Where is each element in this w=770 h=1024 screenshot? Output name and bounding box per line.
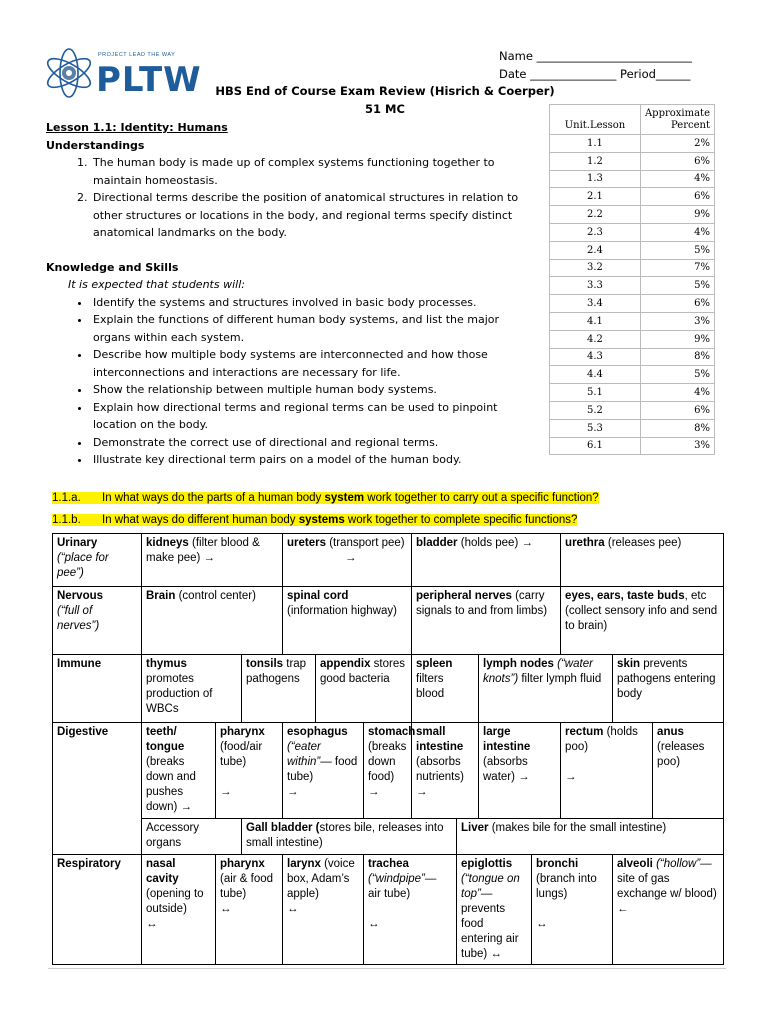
ks-item: • Explain the functions of different human body systems, and list the major organs within each system. [91,311,536,346]
percent-row [550,188,715,206]
col-approx-line1: Approximate [644,108,710,119]
question-text-bold: systems [298,514,345,526]
lesson-section [46,119,536,469]
unit-lesson-cell: 2.2 [550,206,641,224]
question-1-1-b [52,513,577,528]
document-subtitle: 51 MC [365,102,405,116]
organ-teeth-tongue: teeth/ tongue (breaks down and pushes down) → [142,723,216,819]
unit-lesson-cell: 2.1 [550,188,641,206]
percent-row [550,366,715,384]
unit-lesson-cell: 3.2 [550,259,641,277]
percent-row [550,206,715,224]
system-urinary: Urinary (“place for pee”) [53,534,142,587]
question-text-post: work together to complete specific functions? [344,514,578,526]
percent-table-body [550,135,715,455]
col-approx-line2: Percent [671,120,710,131]
percent-row [550,312,715,330]
organ-rectum: rectum (holds poo) → [561,723,653,819]
unit-lesson-cell: 3.4 [550,295,641,313]
organ-pharynx-resp: pharynx (air & food tube) ↔ [216,855,283,965]
body-systems-table [52,533,724,965]
organ-trachea: trachea (“windpipe”— air tube) ↔ [364,855,457,965]
organ-pharynx: pharynx (food/air tube) → [216,723,283,819]
percent-row [550,259,715,277]
percent-row [550,437,715,455]
system-nervous: Nervous (“full of nerves”) [53,587,142,655]
ks-item: • Explain how directional terms and regional terms can be used to pinpoint location on the body. [91,399,536,434]
ks-item: • Identify the systems and structures involved in basic body processes. [91,294,536,312]
system-digestive: Digestive [53,723,142,855]
ks-item: • Demonstrate the correct use of directional and regional terms. [91,434,536,452]
ks-item: • Illustrate key directional term pairs on a model of the human body. [91,451,536,469]
percent-cell: 3% [640,312,714,330]
percent-cell: 8% [640,419,714,437]
logo-brand: PLTW [96,60,202,100]
question-text-bold: system [324,492,365,504]
understandings-list [46,154,536,242]
date-period-label: Date _______________ Period______ [499,67,691,81]
unit-lesson-cell: 4.4 [550,366,641,384]
organ-urethra: urethra (releases pee) [561,534,724,587]
percent-table [549,104,715,455]
organ-thymus: thymus promotes production of WBCs [142,655,242,723]
accessory-organs-label: Accessory organs [142,819,242,855]
organ-larynx: larynx (voice box, Adam’s apple) ↔ [283,855,364,965]
percent-row [550,401,715,419]
organ-kidneys: kidneys (filter blood & make pee) → [142,534,283,587]
organ-nasal-cavity: nasal cavity (opening to outside) ↔ [142,855,216,965]
page-cutoff-line [48,968,726,973]
organ-esophagus: esophagus (“eater within”— food tube) → [283,723,364,819]
percent-row [550,277,715,295]
question-text-post: work together to carry out a specific function? [364,492,599,504]
ks-intro: It is expected that students will: [68,278,245,291]
unit-lesson-cell: 1.2 [550,152,641,170]
percent-cell: 5% [640,366,714,384]
percent-cell: 6% [640,295,714,313]
organ-bronchi: bronchi (branch into lungs) ↔ [532,855,613,965]
ks-list [46,294,536,469]
organ-stomach: stomach (breaks down food) → [364,723,412,819]
percent-row [550,330,715,348]
unit-lesson-cell: 6.1 [550,437,641,455]
row-accessory-organs [53,819,724,855]
percent-cell: 5% [640,241,714,259]
percent-cell: 7% [640,259,714,277]
organ-gall-bladder: Gall bladder (stores bile, releases into small intestine) [242,819,457,855]
percent-cell: 9% [640,330,714,348]
percent-row [550,295,715,313]
percent-cell: 2% [640,135,714,153]
unit-lesson-cell: 5.1 [550,384,641,402]
question-text-pre: In what ways do the parts of a human body [102,492,325,504]
percent-row [550,223,715,241]
unit-lesson-cell: 1.1 [550,135,641,153]
percent-row [550,152,715,170]
unit-lesson-cell: 4.1 [550,312,641,330]
percent-cell: 6% [640,152,714,170]
organ-liver: Liver (makes bile for the small intestine) [457,819,724,855]
unit-lesson-cell: 2.3 [550,223,641,241]
percent-cell: 6% [640,188,714,206]
organ-skin: skin prevents pathogens entering body [613,655,724,723]
row-nervous [53,587,724,655]
row-urinary [53,534,724,587]
unit-lesson-cell: 1.3 [550,170,641,188]
percent-row [550,348,715,366]
percent-row [550,241,715,259]
col-approx-percent [640,105,714,135]
percent-cell: 9% [640,206,714,224]
organ-spleen: spleen filters blood [412,655,479,723]
name-field-label: Name ___________________________ [499,49,692,63]
col-unit-lesson: Unit.Lesson [550,105,641,135]
ks-heading: Knowledge and Skills [46,260,179,274]
pltw-logo [42,42,202,104]
organ-anus: anus (releases poo) [653,723,724,819]
ks-item: • Describe how multiple body systems are interconnected and how those interconnections and interactions are necessary for life. [91,346,536,381]
organ-alveoli: alveoli (“hollow”— site of gas exchange w/ blood) ← [613,855,724,965]
organ-epiglottis: epiglottis (“tongue on top”— prevents food entering air tube) ↔ [457,855,532,965]
percent-cell: 3% [640,437,714,455]
organ-small-intestine: small intestine (absorbs nutrients) → [412,723,479,819]
lesson-title: Lesson 1.1: Identity: Humans [46,121,228,134]
unit-lesson-cell: 5.2 [550,401,641,419]
body-systems-body [53,534,724,965]
question-number: 1.1.a. [52,492,81,504]
organ-spinal-cord: spinal cord (information highway) [283,587,412,655]
question-1-1-a [52,491,599,506]
organ-peripheral-nerves: peripheral nerves (carry signals to and from limbs) [412,587,561,655]
organ-bladder: bladder (holds pee) → [412,534,561,587]
percent-cell: 4% [640,170,714,188]
organ-appendix: appendix stores good bacteria [316,655,412,723]
row-immune [53,655,724,723]
percent-cell: 6% [640,401,714,419]
organ-large-intestine: large intestine (absorbs water) → [479,723,561,819]
question-number: 1.1.b. [52,514,81,526]
question-text-pre: In what ways do different human body [102,514,299,526]
percent-row [550,384,715,402]
organ-brain: Brain (control center) [142,587,283,655]
unit-lesson-cell: 4.3 [550,348,641,366]
organ-ureters: ureters (transport pee) → [283,534,412,587]
system-immune: Immune [53,655,142,723]
row-respiratory [53,855,724,965]
percent-cell: 4% [640,223,714,241]
row-digestive [53,723,724,819]
organ-sense-organs: eyes, ears, taste buds, etc (collect sensory info and send to brain) [561,587,724,655]
understanding-item: 2. Directional terms describe the position of anatomical structures in relation to other structures or locations in the body, and regional terms specify distinct anatomical landmarks on the body. [91,189,536,242]
organ-lymph-nodes: lymph nodes (“water knots”) filter lymph fluid [479,655,613,723]
logo-tagline: PROJECT LEAD THE WAY [98,52,176,58]
percent-cell: 4% [640,384,714,402]
ks-item: • Show the relationship between multiple human body systems. [91,381,536,399]
unit-lesson-cell: 2.4 [550,241,641,259]
percent-row [550,170,715,188]
atom-logo-icon [42,42,98,104]
organ-tonsils: tonsils trap pathogens [242,655,316,723]
unit-lesson-cell: 3.3 [550,277,641,295]
understanding-item: 1. The human body is made up of complex systems functioning together to maintain homeostasis. [91,154,536,189]
percent-cell: 5% [640,277,714,295]
system-respiratory: Respiratory [53,855,142,965]
unit-lesson-cell: 4.2 [550,330,641,348]
document-title: HBS End of Course Exam Review (Hisrich & Coerper) [215,84,555,98]
percent-row [550,135,715,153]
unit-lesson-cell: 5.3 [550,419,641,437]
percent-row [550,419,715,437]
percent-cell: 8% [640,348,714,366]
understandings-heading: Understandings [46,138,145,152]
